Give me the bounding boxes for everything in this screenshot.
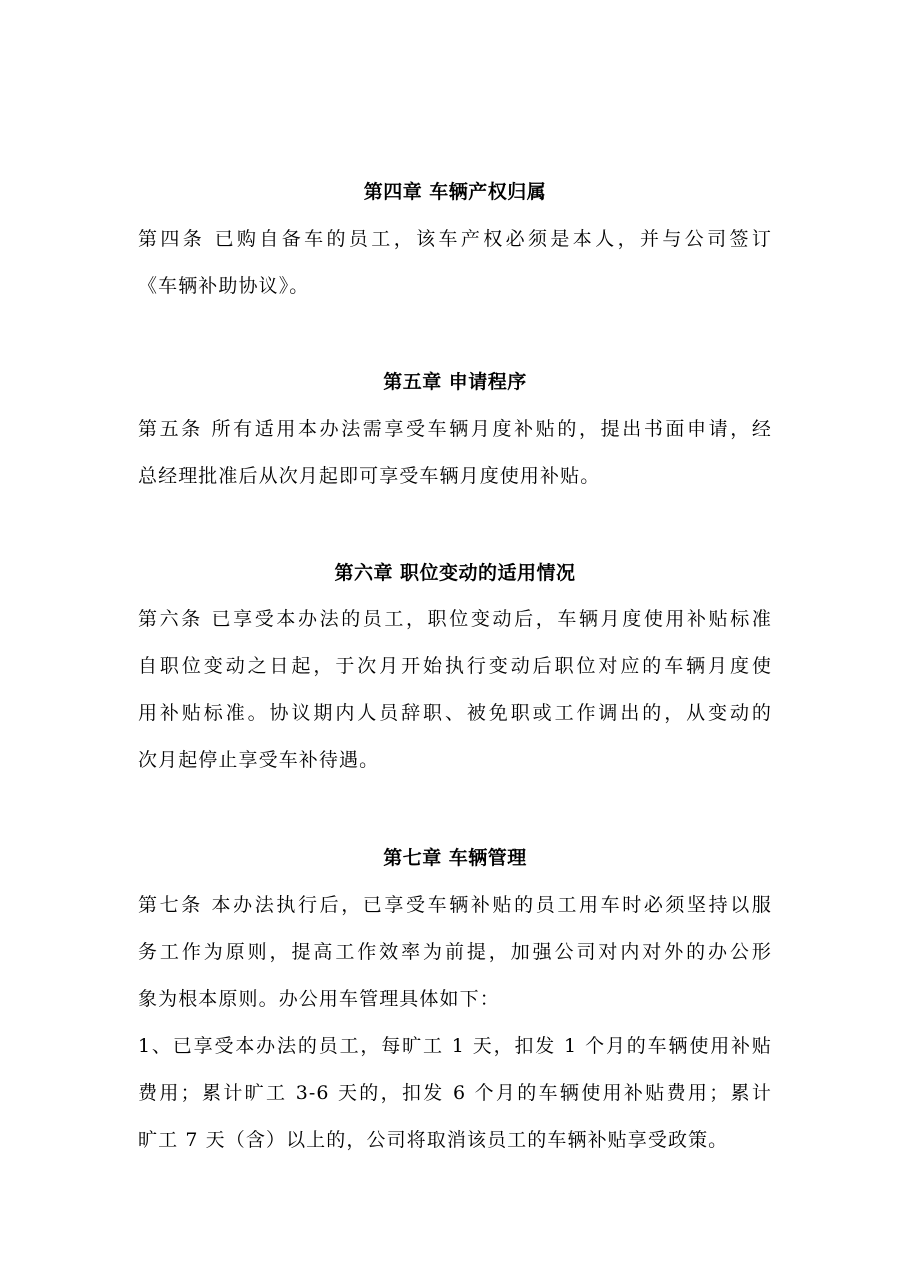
chapter-7-line-2: 务工作为原则，提高工作效率为前提，加强公司对内对外的办公形 bbox=[138, 941, 772, 963]
chapter-6-line-1: 第六条 已享受本办法的员工，职位变动后，车辆月度使用补贴标准 bbox=[138, 608, 772, 630]
chapter-4-heading: 第四章 车辆产权归属 bbox=[363, 181, 547, 203]
chapter-6-line-4: 次月起停止享受车补待遇。 bbox=[138, 749, 380, 771]
chapter-6-heading: 第六章 职位变动的适用情况 bbox=[334, 562, 576, 584]
chapter-7-body bbox=[138, 882, 772, 1164]
chapter-6-body bbox=[138, 596, 772, 784]
chapter-7-line-6: 旷工 7 天（含）以上的，公司将取消该员工的车辆补贴享受政策。 bbox=[138, 1129, 729, 1151]
chapter-5-body bbox=[138, 406, 772, 500]
chapter-7-line-3: 象为根本原则。办公用车管理具体如下： bbox=[138, 988, 500, 1010]
chapter-7-line-4: 1、已享受本办法的员工，每旷工 1 天，扣发 1 个月的车辆使用补贴 bbox=[138, 1035, 772, 1057]
chapter-6-line-2: 自职位变动之日起，于次月开始执行变动后职位对应的车辆月度使 bbox=[138, 655, 772, 677]
chapter-5-line-1: 第五条 所有适用本办法需享受车辆月度补贴的，提出书面申请，经 bbox=[138, 418, 772, 440]
chapter-7-heading: 第七章 车辆管理 bbox=[383, 847, 527, 869]
chapter-6-line-3: 用补贴标准。协议期内人员辞职、被免职或工作调出的，从变动的 bbox=[138, 702, 772, 724]
chapter-4-line-1: 第四条 已购自备车的员工，该车产权必须是本人，并与公司签订 bbox=[138, 228, 772, 250]
chapter-4-body bbox=[138, 216, 772, 310]
chapter-7-line-1: 第七条 本办法执行后，已享受车辆补贴的员工用车时必须坚持以服 bbox=[138, 894, 772, 916]
chapter-5-heading: 第五章 申请程序 bbox=[383, 371, 527, 393]
chapter-7-line-5: 费用；累计旷工 3-6 天的，扣发 6 个月的车辆使用补贴费用；累计 bbox=[138, 1082, 772, 1104]
chapter-5-line-2: 总经理批准后从次月起即可享受车辆月度使用补贴。 bbox=[138, 465, 601, 487]
chapter-4-line-2: 《车辆补助协议》。 bbox=[138, 275, 310, 297]
